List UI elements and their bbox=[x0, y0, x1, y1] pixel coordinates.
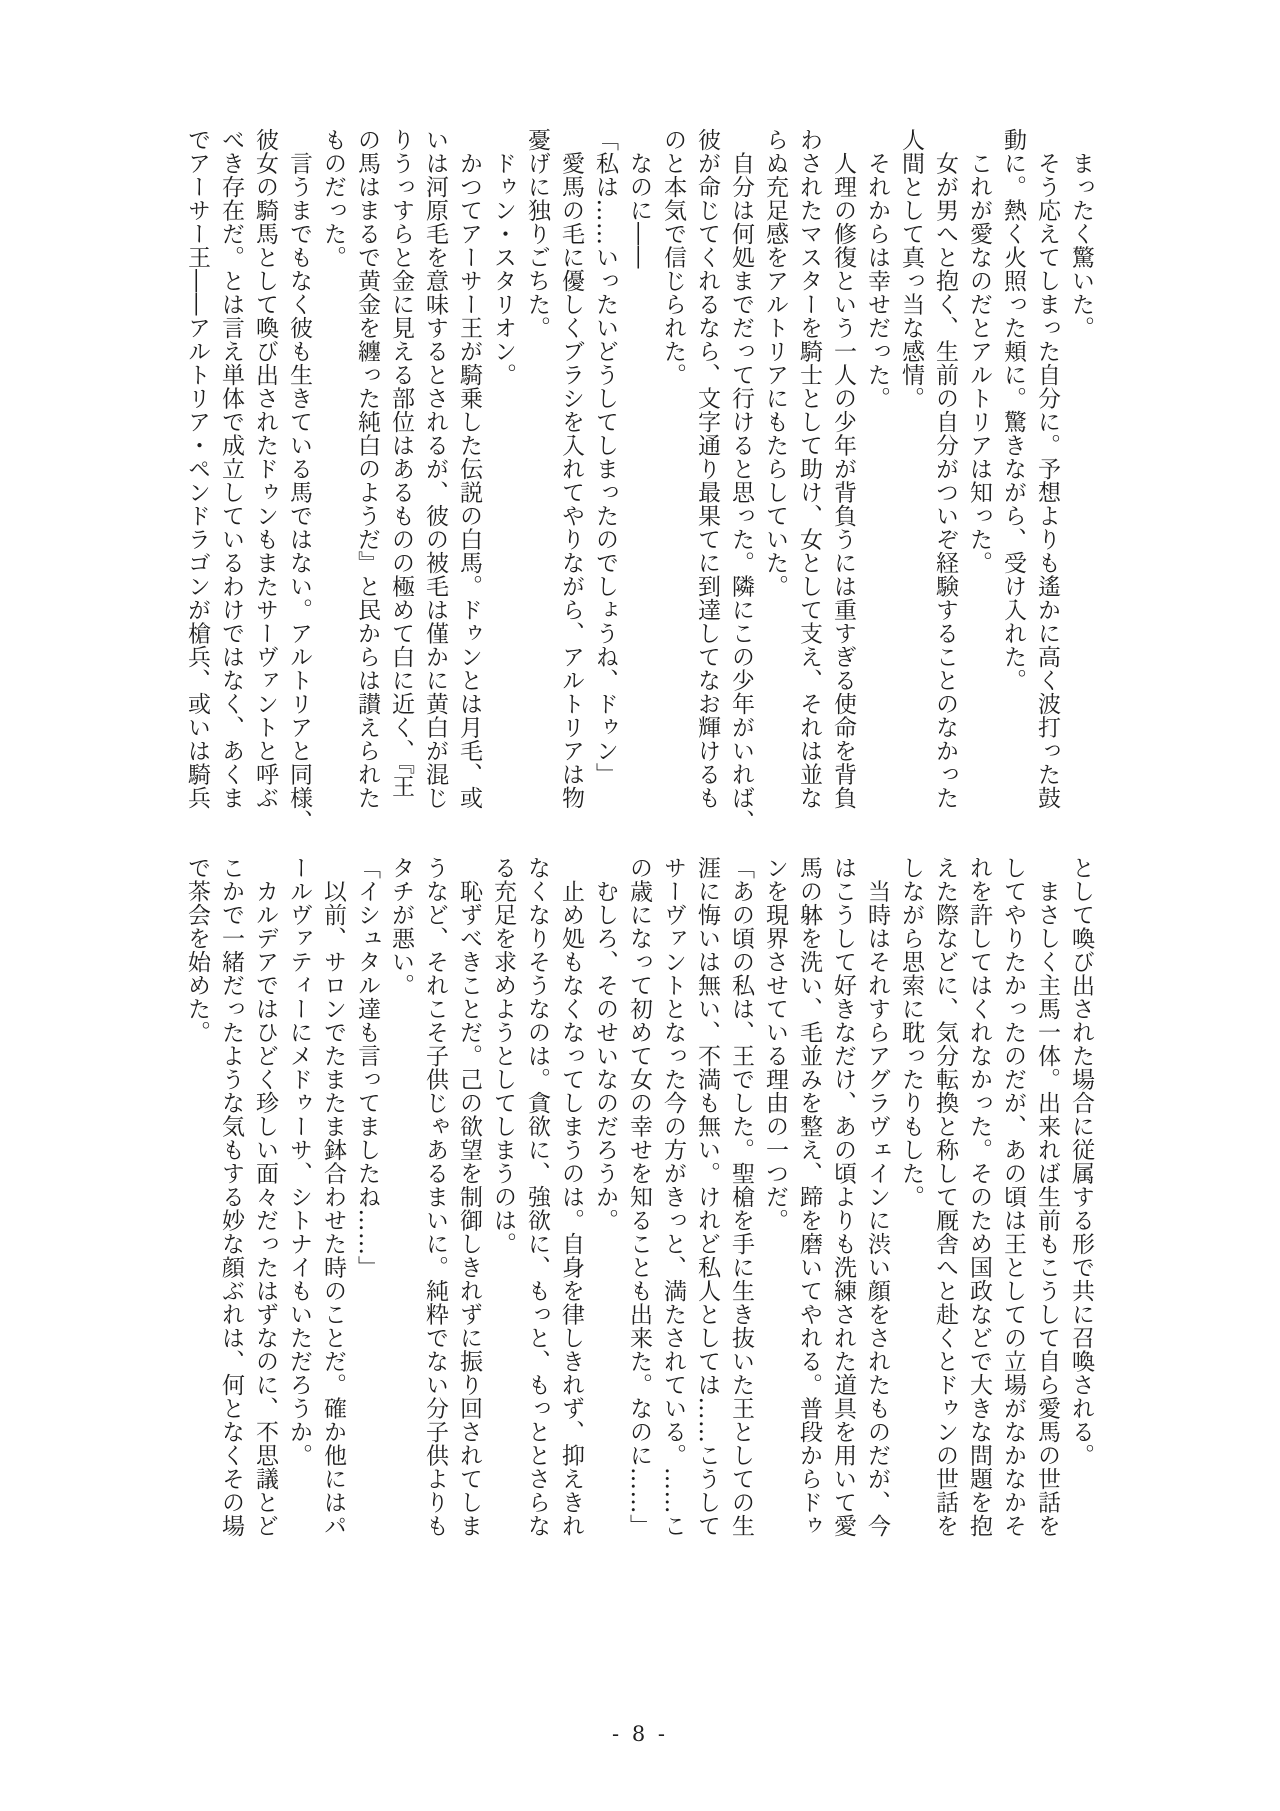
text-column: サーヴァントとなった今の方がきっと、満たされている。……こ bbox=[660, 856, 686, 1538]
text-column: 動に。熱く火照った頬に。驚きながら、受け入れた。 bbox=[1000, 128, 1026, 692]
text-column: ールヴァティーにメドゥーサ、シトナイもいただろうか。 bbox=[286, 856, 312, 1467]
text-column: 愛馬の毛に優しくブラシを入れてやりながら、アルトリアは物 bbox=[558, 128, 584, 810]
text-column: 人理の修復という一人の少年が背負うには重すぎる使命を背負 bbox=[830, 128, 856, 810]
text-column: りうっすらと金に見える部位はあるものの極めて白に近く、『王 bbox=[388, 128, 414, 798]
text-column: カルデアではひどく珍しい面々だったはずなのに、不思議とど bbox=[252, 856, 278, 1538]
text-column: の馬はまるで黄金を纏った純白のようだ』と民からは讃えられた bbox=[354, 128, 380, 810]
text-column: 涯に悔いは無い、不満も無い。けれど私人としては……こうして bbox=[694, 856, 720, 1538]
text-column: してやりたかったのだが、あの頃は王としての立場がなかなかそ bbox=[1000, 856, 1026, 1538]
text-column: なのに―― bbox=[626, 128, 652, 269]
text-column: まさしく主馬一体。出来れば生前もこうして自ら愛馬の世話を bbox=[1034, 856, 1060, 1538]
text-column: ンを現界させている理由の一つだ。 bbox=[762, 856, 788, 1232]
text-column: べき存在だ。とは言え単体で成立しているわけではなく、あくま bbox=[218, 128, 244, 810]
text-column: 人間として真っ当な感情。 bbox=[898, 128, 924, 410]
text-column: そう応えてしまった自分に。予想よりも遙かに高く波打った鼓 bbox=[1034, 128, 1060, 810]
text-block-top bbox=[180, 128, 1098, 833]
text-column: 彼女の騎馬として喚び出されたドゥンもまたサーヴァントと呼ぶ bbox=[252, 128, 278, 810]
text-column: むしろ、そのせいなのだろうか。 bbox=[592, 856, 618, 1232]
text-column: として喚び出された場合に従属する形で共に召喚される。 bbox=[1068, 856, 1094, 1467]
text-column: 「私は……いったいどうしてしまったのでしょうね、ドゥン」 bbox=[592, 128, 618, 786]
text-column: わされたマスターを騎士として助け、女として支え、それは並な bbox=[796, 128, 822, 810]
text-column: ものだった。 bbox=[320, 128, 346, 269]
text-column: 「あの頃の私は、王でした。聖槍を手に生き抜いた王としての生 bbox=[728, 856, 754, 1538]
text-column: まったく驚いた。 bbox=[1068, 128, 1094, 340]
text-column: る充足を求めようとしてしまうのは。 bbox=[490, 856, 516, 1256]
text-column: タチが悪い。 bbox=[388, 856, 414, 997]
text-column: れを許してはくれなかった。そのため国政などで大きな問題を抱 bbox=[966, 856, 992, 1538]
text-column: 女が男へと抱く、生前の自分がついぞ経験することのなかった bbox=[932, 128, 958, 810]
text-column: の歳になって初めて女の幸せを知ることも出来た。なのに……」 bbox=[626, 856, 652, 1538]
text-column: 当時はそれすらアグラヴェインに渋い顔をされたものだが、今 bbox=[864, 856, 890, 1538]
text-column: ドゥン・スタリオン。 bbox=[490, 128, 516, 387]
text-column: で茶会を始めた。 bbox=[184, 856, 210, 1044]
text-column: えた際などに、気分転換と称して厩舎へと赴くとドゥンの世話を bbox=[932, 856, 958, 1538]
text-column: こかで一緒だったような気もする妙な顔ぶれは、何となくその場 bbox=[218, 856, 244, 1538]
text-column: なくなりそうなのは。貪欲に、強欲に、もっと、もっととさらな bbox=[524, 856, 550, 1538]
text-block-bottom bbox=[180, 856, 1098, 1548]
text-column: 恥ずべきことだ。己の欲望を制御しきれずに振り回されてしま bbox=[456, 856, 482, 1538]
text-column: かつてアーサー王が騎乗した伝説の白馬。ドゥンとは月毛、或 bbox=[456, 128, 482, 810]
text-column: 止め処もなくなってしまうのは。自身を律しきれず、抑えきれ bbox=[558, 856, 584, 1538]
text-column: でアーサー王――アルトリア・ペンドラゴンが槍兵、或いは騎兵 bbox=[184, 128, 210, 810]
text-column: 憂げに独りごちた。 bbox=[524, 128, 550, 340]
text-column: 馬の躰を洗い、毛並みを整え、蹄を磨いてやれる。普段からドゥ bbox=[796, 856, 822, 1538]
text-column: しながら思索に耽ったりもした。 bbox=[898, 856, 924, 1209]
text-column: 言うまでもなく彼も生きている馬ではない。アルトリアと同様、 bbox=[286, 128, 312, 833]
text-column: 「イシュタル達も言ってましたね……」 bbox=[354, 856, 380, 1279]
page-number: - 8 - bbox=[612, 1722, 668, 1746]
text-column: 以前、サロンでたまたま鉢合わせた時のことだ。確か他にはパ bbox=[320, 856, 346, 1538]
text-column: それからは幸せだった。 bbox=[864, 128, 890, 410]
text-column: これが愛なのだとアルトリアは知った。 bbox=[966, 128, 992, 575]
text-column: のと本気で信じられた。 bbox=[660, 128, 686, 387]
text-column: 自分は何処までだって行けると思った。隣にこの少年がいれば、 bbox=[728, 128, 754, 833]
text-column: らぬ充足感をアルトリアにもたらしていた。 bbox=[762, 128, 788, 598]
text-column: いは河原毛を意味するとされるが、彼の被毛は僅かに黄白が混じ bbox=[422, 128, 448, 810]
text-column: 彼が命じてくれるなら、文字通り最果てに到達してなお輝けるも bbox=[694, 128, 720, 810]
text-column: はこうして好きなだけ、あの頃よりも洗練された道具を用いて愛 bbox=[830, 856, 856, 1538]
text-column: うなど、それこそ子供じゃあるまいに。純粋でない分子供よりも bbox=[422, 856, 448, 1538]
